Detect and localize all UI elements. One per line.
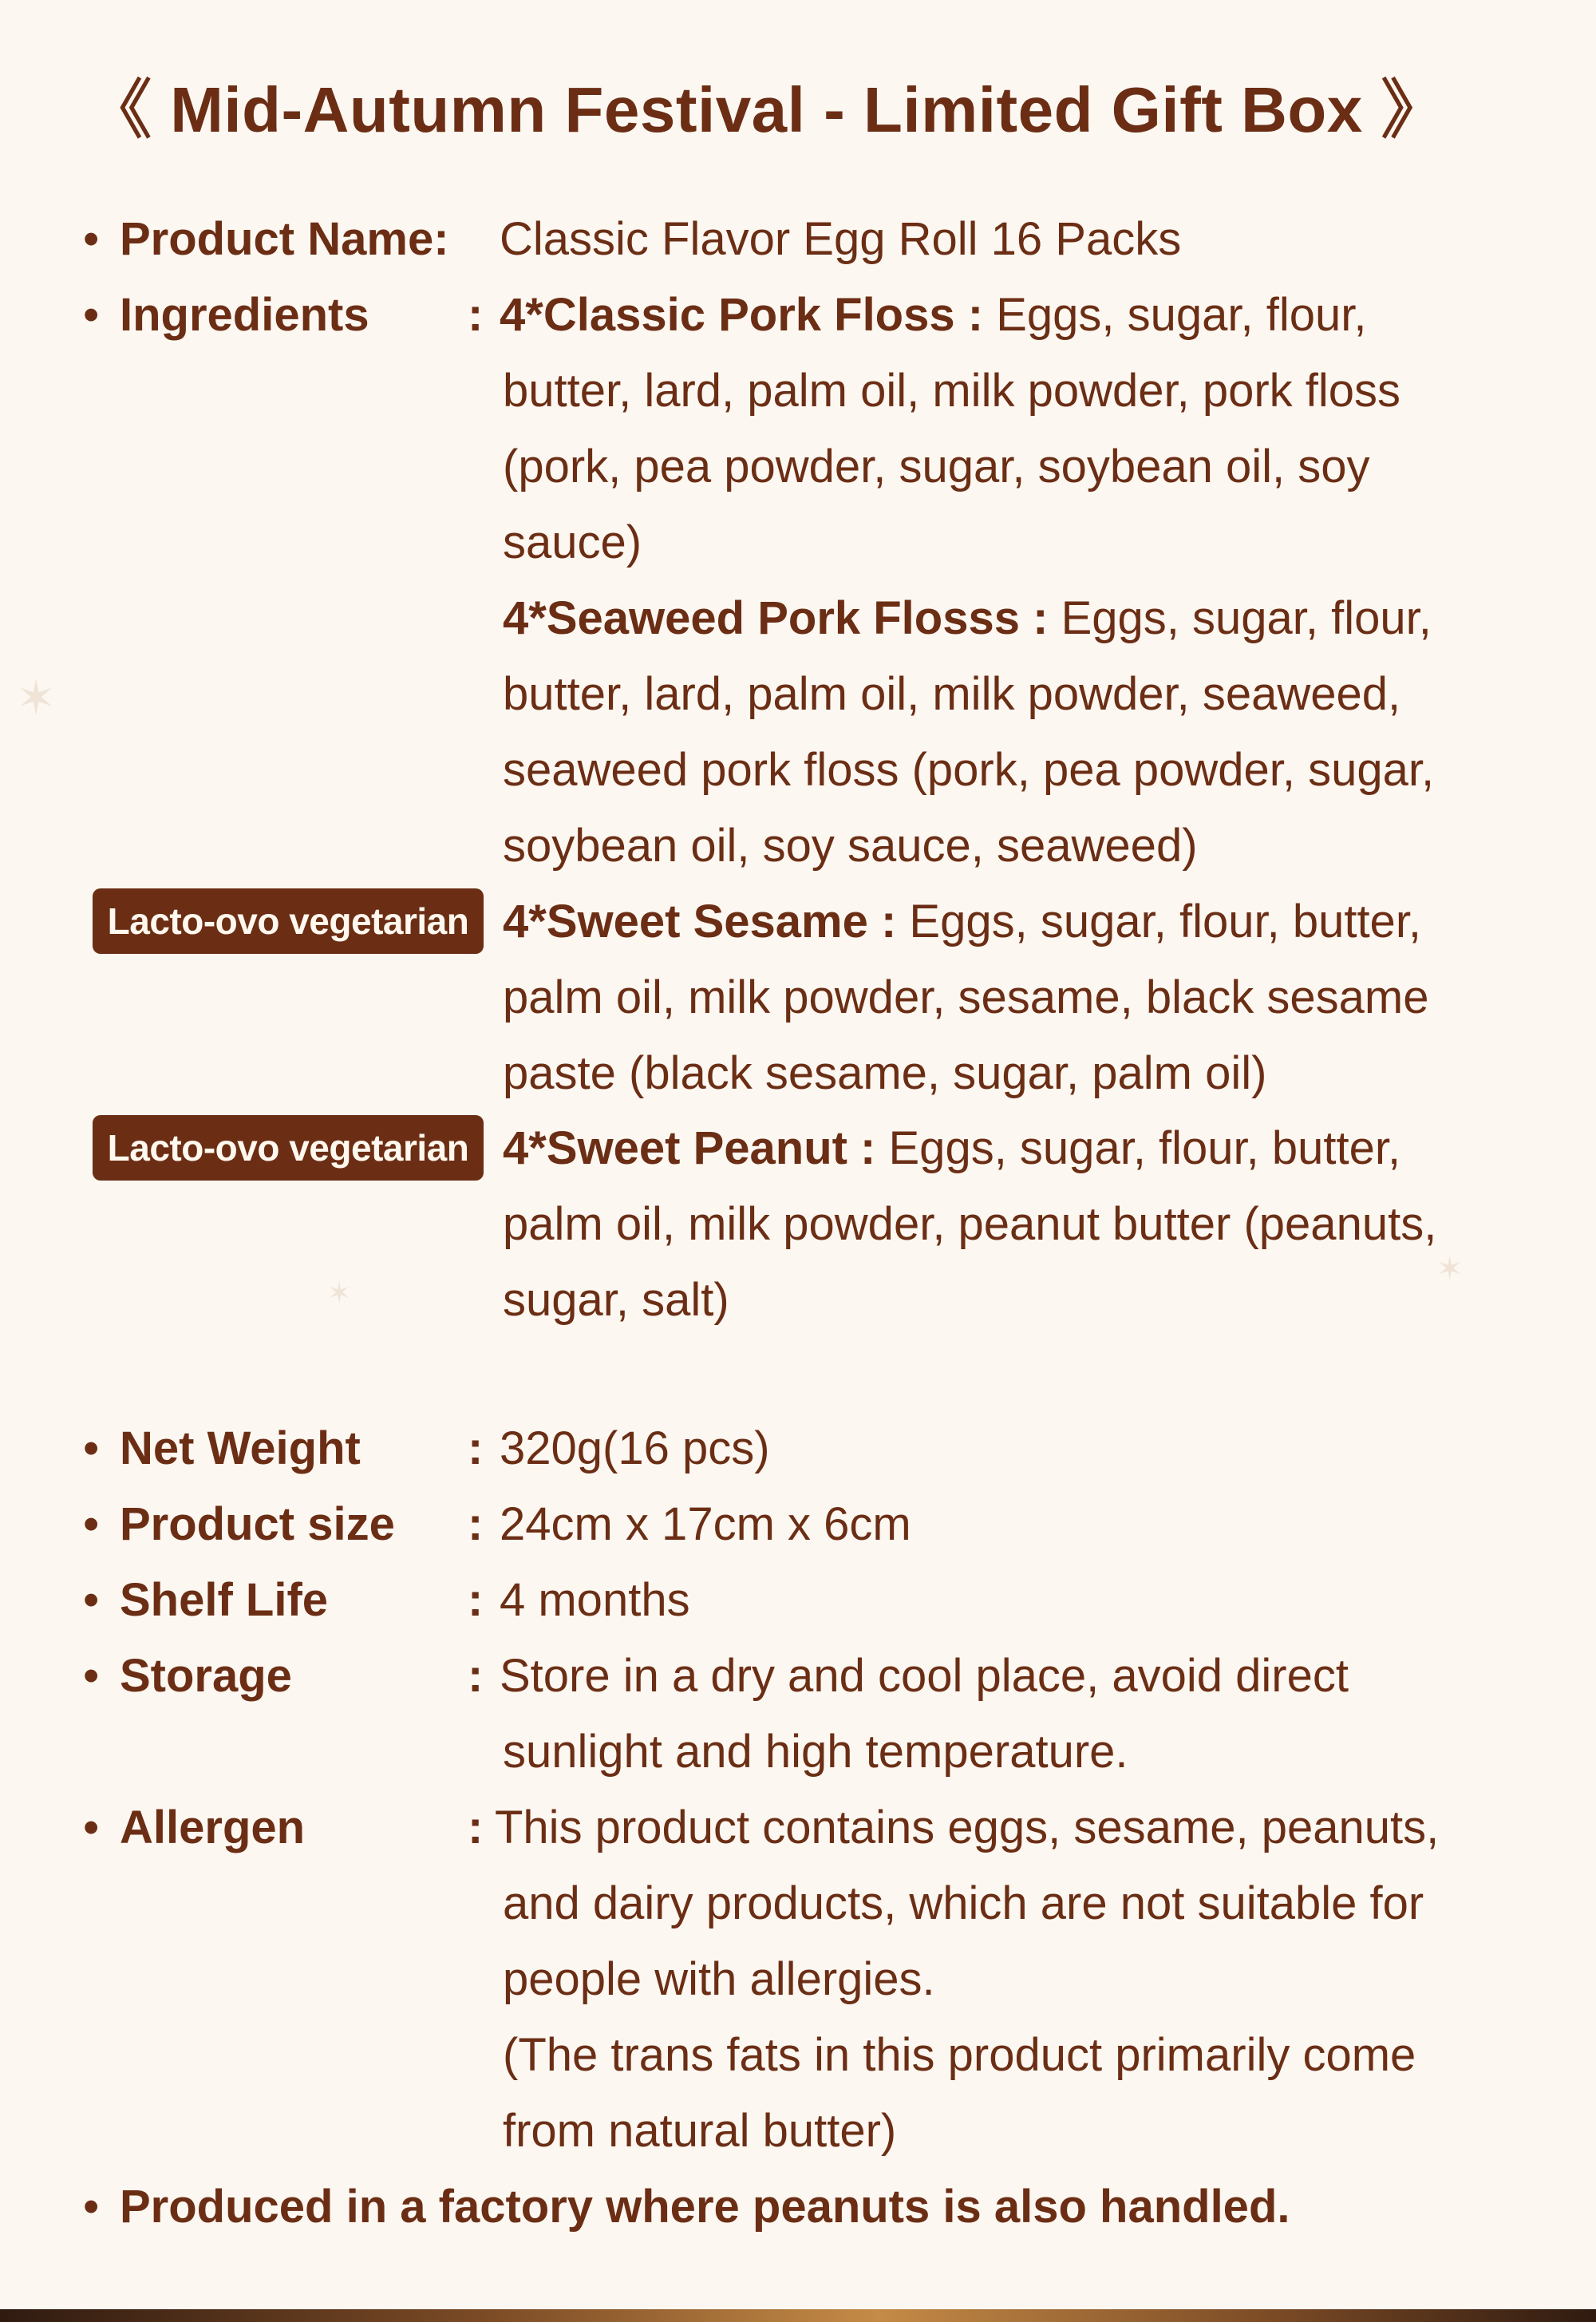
net-weight-value: 320g(16 pcs) bbox=[500, 1422, 770, 1474]
flavor-line: paste (black sesame, sugar, palm oil) bbox=[503, 1047, 1267, 1099]
flavor-line: butter, lard, palm oil, milk powder, seaweed, bbox=[503, 668, 1401, 720]
flavor-first-line bbox=[503, 591, 1432, 647]
bullet-icon: • bbox=[83, 1574, 100, 1626]
flavor-name: 4*Sweet Peanut : bbox=[503, 1122, 876, 1174]
flavor-ingredients: Eggs, sugar, flour, bbox=[996, 289, 1367, 341]
product-size-label: Product size bbox=[120, 1498, 395, 1550]
ingredients-label: Ingredients bbox=[120, 289, 369, 341]
storage-label: Storage bbox=[120, 1650, 292, 1702]
flavor-line: sauce) bbox=[503, 516, 642, 568]
product-name-label: Product Name: bbox=[120, 213, 449, 265]
flavor-line: seaweed pork floss (pork, pea powder, sugar, bbox=[503, 744, 1435, 796]
flavor-name: 4*Sweet Sesame : bbox=[503, 896, 897, 947]
flavor-line: palm oil, milk powder, sesame, black sesame bbox=[503, 971, 1429, 1023]
decorative-star-icon: ✶ bbox=[327, 1276, 352, 1309]
colon: : bbox=[468, 1650, 484, 1702]
allergen-label: Allergen bbox=[120, 1802, 306, 1853]
vegetarian-badge: Lacto-ovo vegetarian bbox=[93, 1115, 484, 1181]
colon: : bbox=[468, 1574, 484, 1626]
flavor-first-line bbox=[500, 287, 1366, 343]
flavor-first-line bbox=[503, 894, 1421, 950]
colon: : bbox=[468, 1498, 484, 1550]
decorative-star-icon: ✶ bbox=[16, 671, 57, 725]
shelf-life-value: 4 months bbox=[500, 1574, 690, 1626]
colon: : bbox=[468, 1802, 484, 1853]
flavor-ingredients: Eggs, sugar, flour, bbox=[1061, 592, 1432, 644]
bullet-icon: • bbox=[83, 213, 100, 265]
colon: : bbox=[468, 1422, 484, 1474]
flavor-line: sugar, salt) bbox=[503, 1274, 729, 1326]
bullet-icon: • bbox=[83, 1802, 100, 1853]
bullet-icon: • bbox=[83, 289, 100, 341]
flavor-ingredients: Eggs, sugar, flour, butter, bbox=[888, 1122, 1401, 1174]
vegetarian-badge: Lacto-ovo vegetarian bbox=[93, 888, 484, 954]
allergen-line: (The trans fats in this product primarily come bbox=[503, 2029, 1416, 2081]
storage-line: sunlight and high temperature. bbox=[503, 1726, 1128, 1778]
allergen-line: people with allergies. bbox=[503, 1953, 935, 2005]
product-size-value: 24cm x 17cm x 6cm bbox=[500, 1498, 911, 1550]
factory-note: Produced in a factory where peanuts is also handled. bbox=[120, 2181, 1290, 2233]
bullet-icon: • bbox=[83, 1650, 100, 1702]
page-title: 《 Mid-Autumn Festival - Limited Gift Box 》 bbox=[88, 74, 1445, 145]
decorative-star-icon: ✶ bbox=[1436, 1252, 1464, 1287]
storage-line: Store in a dry and cool place, avoid direct bbox=[500, 1650, 1349, 1702]
bullet-icon: • bbox=[83, 1422, 100, 1474]
bullet-icon: • bbox=[83, 1498, 100, 1550]
product-name-value: Classic Flavor Egg Roll 16 Packs bbox=[500, 213, 1182, 265]
allergen-line: and dairy products, which are not suitable for bbox=[503, 1877, 1424, 1929]
flavor-line: soybean oil, soy sauce, seaweed) bbox=[503, 820, 1198, 872]
bullet-icon: • bbox=[83, 2181, 100, 2233]
flavor-name: 4*Classic Pork Floss : bbox=[500, 289, 984, 341]
flavor-line: palm oil, milk powder, peanut butter (peanuts, bbox=[503, 1198, 1437, 1250]
footer-bar bbox=[0, 2309, 1596, 2322]
shelf-life-label: Shelf Life bbox=[120, 1574, 329, 1626]
flavor-first-line bbox=[503, 1121, 1400, 1177]
allergen-line: from natural butter) bbox=[503, 2105, 897, 2157]
flavor-name: 4*Seaweed Pork Flosss : bbox=[503, 592, 1049, 644]
colon: : bbox=[468, 289, 484, 341]
flavor-ingredients: Eggs, sugar, flour, butter, bbox=[909, 896, 1422, 947]
allergen-line: This product contains eggs, sesame, peanuts, bbox=[495, 1802, 1440, 1853]
net-weight-label: Net Weight bbox=[120, 1422, 361, 1474]
flavor-line: butter, lard, palm oil, milk powder, pork floss bbox=[503, 365, 1401, 417]
flavor-line: (pork, pea powder, sugar, soybean oil, soy bbox=[503, 441, 1370, 492]
